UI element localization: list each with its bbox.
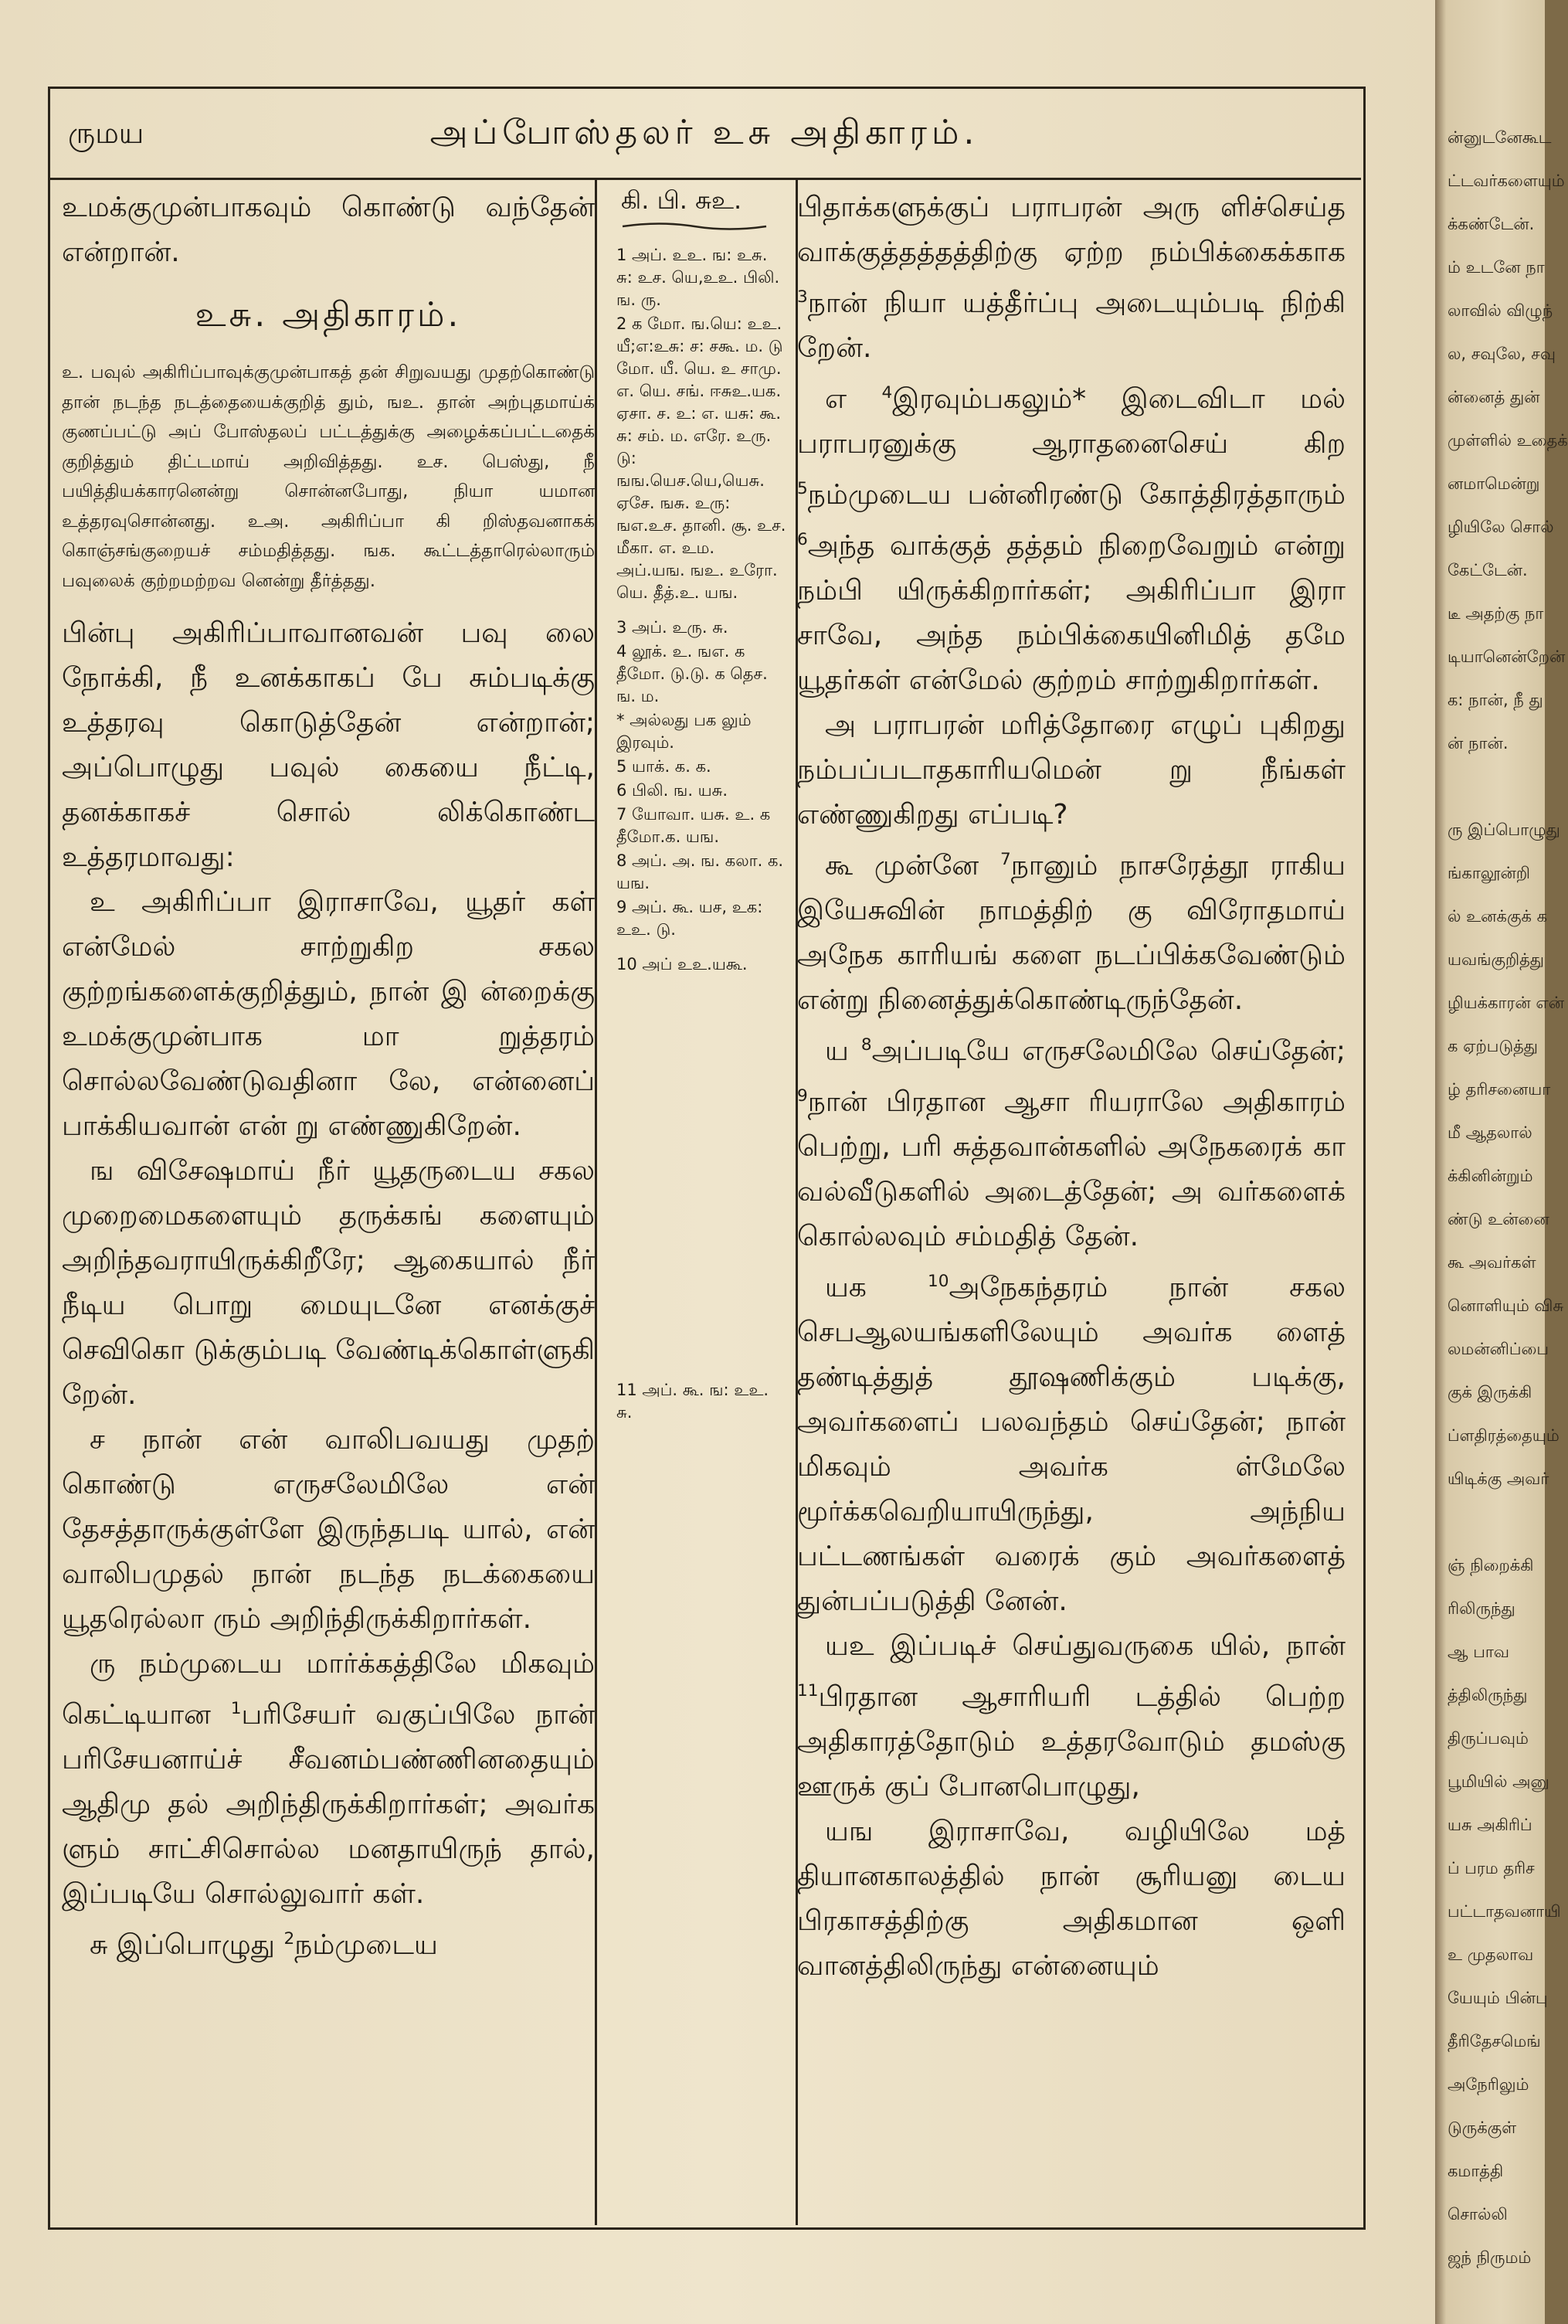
left-column [62,185,595,1968]
footnote-mark: 8 [860,1035,872,1055]
footnote-mark: 6 [797,530,808,549]
verse-11-num: யக [825,1272,928,1303]
verse-12-text-a: யஉ இப்படிச் செய்துவருகை யில், நான் [825,1630,1346,1662]
verse-10-text-a: அப்படியே எருசலேமிலே செய்தேன்; [871,1035,1346,1067]
next-page-fragment: ட்டவர்களையும் [1448,172,1565,190]
next-page-fragment: கமாத்தி [1448,2162,1504,2180]
verse-1: பின்பு அகிரிப்பாவானவன் பவு லை நோக்கி, நீ உனக்காகப் பே சும்படிக்கு உத்தரவு கொடுத்தேன் என்றான்; அப்பொழுது பவுல் கையை நீட்டி, தனக்காகச் சொல் லிக்கொண்ட உத்தரமாவது: [62,617,595,873]
ornament-rule [621,221,768,232]
cross-reference: 9 அப். கூ. யச, உக: உஉ. டு. [616,898,763,939]
next-page-fragment: ல் உனக்குக் க [1448,907,1548,926]
footnote-mark: 7 [1000,850,1011,869]
next-page-fragment: ண்டு உன்னை [1448,1210,1549,1228]
footnote-mark: 11 [797,1681,819,1701]
cross-reference: 7 யோவா. யசு. உ. க தீமோ.க. யங. [616,805,771,846]
cross-reference: 1 அப். உஉ. ங: உசு. சு: உச. யெ,உஉ. பிலி. ங. ரு. [616,246,780,309]
next-page-fragment: முள்ளில் உதைக் [1448,431,1568,450]
next-page-fragment: ழியிலே சொல் [1448,518,1554,536]
verse-continuation: உமக்குமுன்பாகவும் கொண்டு வந்தேன் என்றான். [62,192,595,268]
verse-7-text-b: நம்முடைய பன்னிரண்டு கோத்திரத்தாரும் [807,479,1346,511]
next-page-fragment [1435,765,1545,808]
next-page-fragment: ரிலிருந்து [1448,1599,1515,1618]
column-divider-left [595,178,597,2225]
next-page-fragment: லாவில் விழுந் [1448,301,1553,320]
next-page-fragment: க்கண்டேன். [1448,215,1535,233]
cross-reference: 5 யாக். க. க. [616,757,711,776]
next-page-fragment: னமாமென்று [1448,474,1540,493]
verse-9 [797,838,1346,1023]
next-page-fragment: கேட்டேன். [1448,561,1528,579]
next-page-fragment: ஞ் நிறைக்கி [1448,1556,1534,1575]
next-page-fragment: பூமியில் அனு [1448,1772,1549,1791]
page-number: ருமய [68,116,144,150]
verse-6 [62,1917,595,1968]
next-page-fragment: தீரிதேசமெங் [1448,2032,1541,2050]
next-page-fragment: மீ ஆதலால் [1448,1123,1532,1142]
next-page-fragment: ல, சவுலே, சவு [1448,345,1556,363]
next-page-fragment: உ முதலாவ [1448,1945,1534,1964]
next-page-fragment: ம் உடனே நா [1448,258,1545,277]
next-page-fragment: ப்ளதிரத்தையும் [1448,1426,1560,1445]
next-page-fragment: ரு இப்பொழுது [1448,821,1560,839]
verse-3: ங விசேஷமாய் நீர் யூதருடைய சகல முறைமைகளையும் தருக்கங் களையும் அறிந்தவராயிருக்கிறீரே; ஆகையால் நீர் நீடிய பொறு மையுடனே எனக்குச் செவிகொ டுக்கும்படி வேண்டிக்கொள்ளுகி றேன். [62,1155,595,1411]
next-page-fragment: ங்காலூன்றி [1448,864,1530,882]
year-header: கி. பி. சுஉ. [621,185,742,215]
next-page-fragment: னொளியும் விசு [1448,1296,1564,1315]
next-page-fragment: ன்னைத் துன் [1448,388,1540,406]
next-page-fragment [1435,1500,1545,1544]
next-page-fragment: யவங்குறித்து [1448,950,1544,969]
next-page-fragment: பட்டாதவனாயி [1448,1902,1561,1921]
next-page-fragment: டீ அதற்கு நா [1448,604,1544,623]
verse-7-text-a: இரவும்பகலும்* இடைவிடா மல் பராபரனுக்கு ஆராதனைசெய் கிற [797,383,1346,460]
next-page-fragment: க ஏற்படுத்து [1448,1037,1539,1055]
next-page-fragment: ன் நான். [1448,734,1509,753]
verse-6-cont-text-b: நான் நியா யத்தீர்ப்பு அடையும்படி நிற்கி றேன். [797,287,1346,364]
cross-reference: 4 லூக். உ. ஙஎ. க தீமோ. டு.டு. க தெச. ங. ம. [616,642,768,705]
cross-reference: 8 அப். அ. ங. கலா. க. யங. [616,851,784,892]
next-page-fragment: கூ அவர்கள் [1448,1253,1536,1272]
footnote-mark: 1 [230,1699,242,1718]
next-page-fragment: டுருக்குள் [1448,2118,1517,2137]
cross-reference: 11 அப். கூ. ங: உஉ. சு. [616,1381,769,1422]
next-page-fragment: ஜந் நிருமம் [1448,2248,1532,2267]
next-page-fragment: டியானென்றேன் [1448,647,1566,666]
verse-9-text: நானும் நாசரேத்தூ ராகிய இயேசுவின் நாமத்திற் கு விரோதமாய் அநேக காரியங் களை நடப்பிக்கவேண்டும் என்று நினைத்துக்கொண்டிருந்தேன். [797,850,1346,1016]
reference-column [610,185,788,1425]
next-page-fragment: ஆ பாவ [1448,1643,1509,1661]
verse-12-text-b: பிரதான ஆசாரியரி டத்தில் பெற்ற அதிகாரத்தோடும் உத்தரவோடும் தமஸ்கு ஊருக் குப் போனபொழுது, [797,1681,1346,1802]
verse-7-num: எ [825,383,882,415]
next-page-fragment: ப் பரம தரிச [1448,1859,1535,1877]
verse-10-text-b: நான் பிரதான ஆசா ரியராலே அதிகாரம் பெற்று, பரி சுத்தவான்களில் அநேகரைக் கா வல்வீடுகளில் அடைத்தேன்; அ வர்களைக் கொல்லவும் சம்மதித் தேன். [797,1086,1346,1252]
verse-11 [797,1259,1346,1624]
verse-7 [797,371,1346,703]
verse-5 [62,1642,595,1917]
cross-reference: 2 க மோ. ங.யெ: உஉ. யீ;எ:உசு: ச: சகூ. ம. டு மோ. யீ. யெ. உ சாமு. எ. யெ. சங். ஈசுஉ.யக. ஏசா. ச. உ: எ. யசு: கூ. சு: சம். ம. எரே. உரு. டு: ஙங.யெச.யெ,யெசு. ஏசே. ஙசு. உரு: ஙஎ.உச. தானி. சூ. உச. மீகா. எ. உம. அப்.யங. ஙஉ. உரோ. யெ. தீத்.உ. யங. [616,314,786,602]
footnote-mark: 10 [927,1272,949,1291]
verse-4: ச நான் என் வாலிபவயது முதற் கொண்டு எருசலேமிலே என் தேசத்தாருக்குள்ளே இருந்தபடி யால், என் வாலிபமுதல் நான் நடந்த நடக்கையை யூதரெல்லா ரும் அறிந்திருக்கிறார்கள். [62,1424,595,1635]
next-page-fragment: அநேரிலும் [1448,2075,1529,2094]
verse-10-num: ய [825,1035,861,1067]
cross-reference: * அல்லது பக லும் இரவும். [616,711,752,752]
next-page-fragment: யசு அகிரிப் [1448,1816,1532,1834]
verse-2: உ அகிரிப்பா இராசாவே, யூதர் கள் என்மேல் சாற்றுகிற சகல குற்றங்களைக்குறித்தும், நான் இ ன்றைக்கு உமக்குமுன்பாக மா றுத்தரம் சொல்லவேண்டுவதினா லே, என்னைப் பாக்கியவான் என் று எண்ணுகிறேன். [62,886,595,1142]
verse-8: அ பராபரன் மரித்தோரை எழுப் புகிறது நம்பப்படாதகாரியமென் று நீங்கள் எண்ணுகிறது எப்படி? [797,709,1346,831]
verse-6-cont-text-a: பிதாக்களுக்குப் பராபரன் அரு ளிச்செய்த வாக்குத்தத்தத்திற்கு ஏற்ற நம்பிக்கைக்காக [797,192,1346,268]
running-title: அப்போஸ்தலர் உசு அதிகாரம். [429,113,979,152]
next-page-fragment: ழியக்காரன் என் [1448,994,1565,1012]
next-page-fragment: த்திலிருந்து [1448,1686,1528,1704]
cross-reference: 6 பிலி. ங. யசு. [616,781,728,800]
next-page-fragment: க: நான், நீ து [1448,691,1543,709]
verse-9-num: கூ முன்னே [825,850,1000,882]
adjacent-page-edge [1435,0,1568,2324]
footnote-mark: 2 [283,1929,295,1949]
next-page-fragment: யிடிக்கு அவர் [1448,1469,1549,1488]
cross-reference: 10 அப் உஉ.யகூ. [616,955,748,973]
verse-5-text-b: பரிசேயர் வகுப்பிலே நான் பரிசேயனாய்ச் சீவனம்பண்ணினதையும் ஆதிமு தல் அறிந்திருக்கிறார்கள்; அவர்க ளும் சாட்சிசொல்ல மனதாயிருந் தால், இப்படியே சொல்லுவார் கள். [62,1699,595,1910]
next-page-fragment: லமன்னிப்பை [1448,1340,1549,1358]
page-header [48,87,1361,180]
verse-6-text-b: நம்முடைய [294,1929,438,1961]
footnote-mark: 5 [797,479,808,498]
verse-12 [797,1624,1346,1809]
verse-13: யங இராசாவே, வழியிலே மத் தியானகாலத்தில் நான் சூரியனு டைய பிரகாசத்திற்கு அதிகமான ஒளி வானத்திலிருந்து என்னையும் [797,1816,1346,1982]
verse-10 [797,1023,1346,1259]
next-page-fragment: சொல்லி [1448,2205,1508,2224]
verse-6-cont [797,185,1346,371]
next-page-fragment: ழ் தரிசனையா [1448,1080,1551,1099]
cross-reference: 3 அப். உரு. சு. [616,618,728,637]
verse-6-text-a: சு இப்பொழுது [90,1929,284,1961]
verse-5-text-a: ரு நம்முடைய மார்க்கத்திலே மிகவும் கெட்டியான [62,1648,595,1731]
next-page-fragment: யேயும் பின்பு [1448,1989,1548,2007]
footnote-mark: 4 [881,383,893,403]
chapter-summary: உ. பவுல் அகிரிப்பாவுக்குமுன்பாகத் தன் சிறுவயது முதற்கொண்டு தான் நடந்த நடத்தையைக்குறித் தும், ஙஉ. தான் அற்புதமாய்க் குணப்பட்டு அப் போஸ்தலப் பட்டத்துக்கு அழைக்கப்பட்டதைக் குறித்தும் திட்டமாய் அறிவித்தது. உச. பெஸ்து, நீ பயித்தியக்காரனென்று சொன்னபோது, நியா யமான உத்தரவுசொன்னது. உஅ. அகிரிப்பா கி றிஸ்தவனாகக் கொஞ்சங்குறையச் சம்மதித்தது. ஙக. கூட்டத்தாரெல்லாரும் பவுலைக் குற்றமற்றவ னென்று தீர்த்தது. [62,362,595,591]
right-column [797,185,1346,1989]
footnote-mark: 9 [797,1086,808,1106]
next-page-fragment: குக் இருக்கி [1448,1383,1532,1402]
next-page-fragment: திருப்பவும் [1448,1729,1529,1748]
footnote-mark: 3 [797,287,808,307]
verse-7-text-c: அந்த வாக்குத் தத்தம் நிறைவேறும் என்று நம்பி யிருக்கிறார்கள்; அகிரிப்பா இரா சாவே, அந்த நம்பிக்கையினிமித் தமே யூதர்கள் என்மேல் குற்றம் சாற்றுகிறார்கள். [797,530,1346,696]
chapter-title: உசு. அதிகாரம். [195,295,462,335]
verse-11-text: அநேகந்தரம் நான் சகல செபஆலயங்களிலேயும் அவர்க ளைத் தண்டித்துத் தூஷணிக்கும் படிக்கு, அவர்களைப் பலவந்தம் செய்தேன்; நான் மிகவும் அவர்க ள்மேலே மூர்க்கவெறியாயிருந்து, அந்நிய பட்டணங்கள் வரைக் கும் அவர்களைத் துன்பப்படுத்தி னேன். [797,1272,1346,1617]
next-page-fragment: ன்னுடனேகூட [1448,128,1552,147]
next-page-fragment: க்கினின்றும் [1448,1167,1533,1185]
